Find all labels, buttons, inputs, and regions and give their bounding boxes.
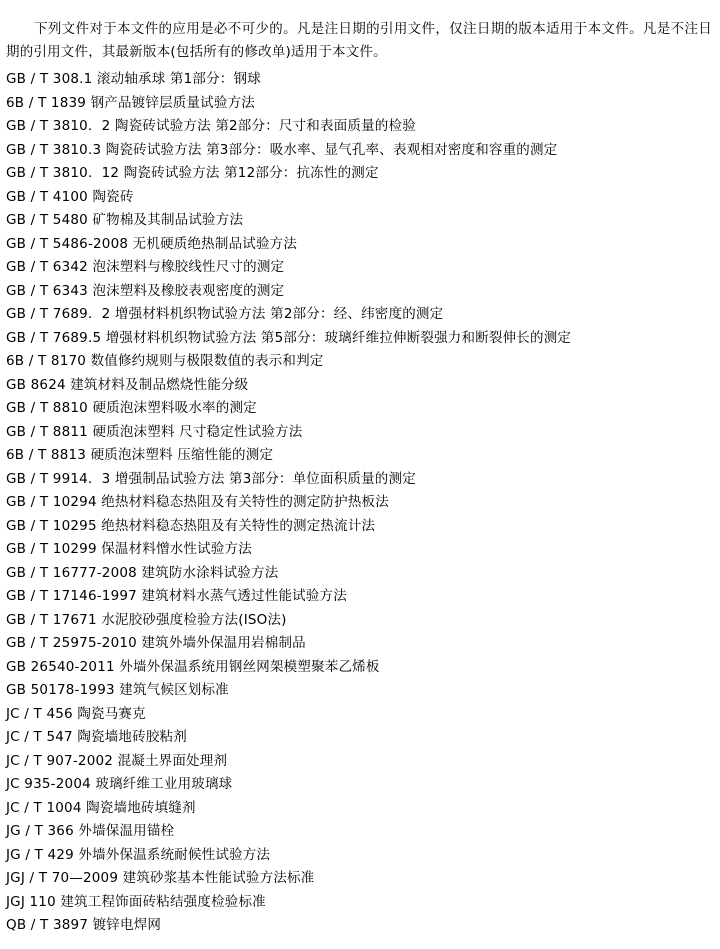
list-item: JG / T 429 外墙外保温系统耐候性试验方法 (6, 846, 271, 863)
list-item: GB / T 10294 绝热材料稳态热阻及有关特性的测定防护热板法 (6, 494, 389, 510)
list-item: JG / T 366 外墙保温用锚栓 (6, 823, 175, 839)
list-item: GB / T 10295 绝热材料稳态热阻及有关特性的测定热流计法 (6, 517, 376, 534)
list-item: GB 50178-1993 建筑气候区划标准 (6, 682, 229, 698)
standards-list (6, 68, 712, 938)
list-item: JC / T 1004 陶瓷墙地砖填缝剂 (6, 799, 196, 816)
list-item: 6B / T 8813 硬质泡沫塑料 压缩性能的测定 (6, 447, 274, 463)
list-item: JC 935-2004 玻璃纤维工业用玻璃球 (6, 776, 233, 792)
list-item: GB / T 8811 硬质泡沫塑料 尺寸稳定性试验方法 (6, 423, 303, 440)
list-item: GB / T 4100 陶瓷砖 (6, 188, 134, 205)
list-item: GB / T 17671 水泥胶砂强度检验方法(ISO法) (6, 611, 287, 628)
list-item: GB / T 6343 泡沫塑料及橡胶表观密度的测定 (6, 282, 285, 299)
intro-paragraph: 下列文件对于本文件的应用是必不可少的。凡是注日期的引用文件，仅注日期的版本适用于本文件。凡是不注日期的引用文件，其最新版本(包括所有的修改单)适用于本文件。 (6, 21, 712, 60)
list-item: 6B / T 8170 数值修约规则与极限数值的表示和判定 (6, 353, 324, 369)
list-item: JC / T 547 陶瓷墙地砖胶粘剂 (6, 729, 187, 745)
list-item: QB / T 3897 镀锌电焊网 (6, 917, 162, 933)
list-item: GB 26540-2011 外墙外保温系统用钢丝网架模塑聚苯乙烯板 (6, 658, 380, 675)
list-item: GB / T 6342 泡沫塑料与橡胶线性尺寸的测定 (6, 259, 285, 275)
list-item: GB / T 5486-2008 无机硬质绝热制品试验方法 (6, 235, 298, 252)
list-item: JC / T 907-2002 混凝土界面处理剂 (6, 752, 228, 769)
list-item: GB / T 17146-1997 建筑材料水蒸气透过性能试验方法 (6, 588, 347, 604)
list-item: JGJ 110 建筑工程饰面砖粘结强度检验标准 (6, 893, 266, 910)
list-item: GB / T 3810．2 陶瓷砖试验方法 第2部分：尺寸和表面质量的检验 (6, 118, 416, 134)
list-item: GB / T 3810.3 陶瓷砖试验方法 第3部分：吸水率、显气孔率、表观相对密度和容重的测定 (6, 141, 558, 158)
list-item: GB / T 10299 保温材料憎水性试验方法 (6, 541, 252, 557)
list-item: 6B / T 1839 钢产品镀锌层质量试验方法 (6, 94, 255, 111)
list-item: GB / T 308.1 滚动轴承球 第1部分：钢球 (6, 71, 261, 87)
list-item: JGJ / T 70—2009 建筑砂浆基本性能试验方法标准 (6, 870, 315, 886)
list-item: GB / T 8810 硬质泡沫塑料吸水率的测定 (6, 400, 257, 416)
list-item: JC / T 456 陶瓷马赛克 (6, 705, 146, 722)
list-item: GB / T 16777-2008 建筑防水涂料试验方法 (6, 564, 279, 581)
list-item: GB / T 7689.5 增强材料机织物试验方法 第5部分：玻璃纤维拉伸断裂强力和断裂伸长的测定 (6, 329, 572, 346)
list-item: GB 8624 建筑材料及制品燃烧性能分级 (6, 376, 249, 393)
list-item: GB / T 9914．3 增强制品试验方法 第3部分：单位面积质量的测定 (6, 470, 416, 487)
list-item: GB / T 7689．2 增强材料机织物试验方法 第2部分：经、纬密度的测定 (6, 306, 444, 322)
list-item: GB / T 25975-2010 建筑外墙外保温用岩棉制品 (6, 635, 306, 651)
list-item: GB / T 3810．12 陶瓷砖试验方法 第12部分：抗冻性的测定 (6, 165, 379, 181)
list-item: GB / T 5480 矿物棉及其制品试验方法 (6, 212, 244, 228)
